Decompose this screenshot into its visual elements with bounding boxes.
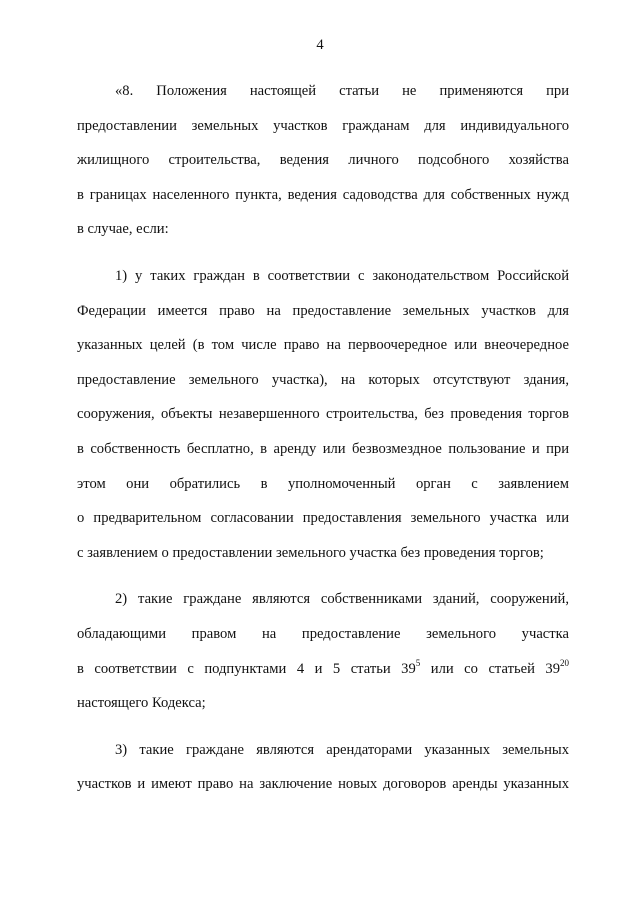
text-line: 1) у таких граждан в соответствии с законодательством Российской [115, 267, 569, 284]
text-line: в случае, если: [77, 221, 169, 238]
text-line: с заявлением о предоставлении земельного участка без проведения торгов; [77, 544, 544, 561]
superscript: 20 [560, 657, 569, 668]
text-line: участков и имеют право на заключение новых договоров аренды указанных [77, 776, 569, 793]
text-line: обладающими правом на предоставление земельного участка [77, 625, 569, 642]
text-line: «8. Положения настоящей статьи не применяются при [115, 83, 569, 99]
text-line: этом они обратились в уполномоченный орган с заявлением [77, 475, 569, 492]
text-line-with-superscripts [77, 652, 569, 687]
text-fragment: или со статьей 39 [420, 660, 560, 677]
text-line: 3) такие граждане являются арендаторами указанных земельных [115, 741, 569, 758]
text-line: в собственность бесплатно, в аренду или безвозмездное пользование и при [77, 440, 569, 457]
text-line: Федерации имеется право на предоставление земельных участков для [77, 302, 569, 319]
text-line: предоставлении земельных участков гражданам для индивидуального [77, 117, 569, 134]
text-line: 2) такие граждане являются собственниками зданий, сооружений, [115, 591, 569, 608]
text-line: сооружения, объекты незавершенного строительства, без проведения торгов [77, 406, 569, 423]
paragraph-8 [77, 74, 569, 247]
text-fragment: в соответствии с подпунктами 4 и 5 статьи 39 [77, 660, 416, 677]
text-line: в границах населенного пункта, ведения садоводства для собственных нужд [77, 186, 569, 203]
text-line: указанных целей (в том числе право на первоочередное или внеочередное [77, 337, 569, 354]
text-line: предоставление земельного участка), на которых отсутствуют здания, [77, 371, 569, 388]
subpoint-1 [77, 259, 569, 570]
text-line: о предварительном согласовании предоставления земельного участка или [77, 510, 569, 527]
subpoint-2 [77, 582, 569, 720]
superscript: 5 [415, 657, 421, 668]
document-body [77, 74, 569, 802]
page-number: 4 [316, 37, 324, 53]
text-line: настоящего Кодекса; [77, 695, 206, 712]
text-line: жилищного строительства, ведения личного подсобного хозяйства [77, 152, 569, 169]
subpoint-3 [77, 733, 569, 802]
